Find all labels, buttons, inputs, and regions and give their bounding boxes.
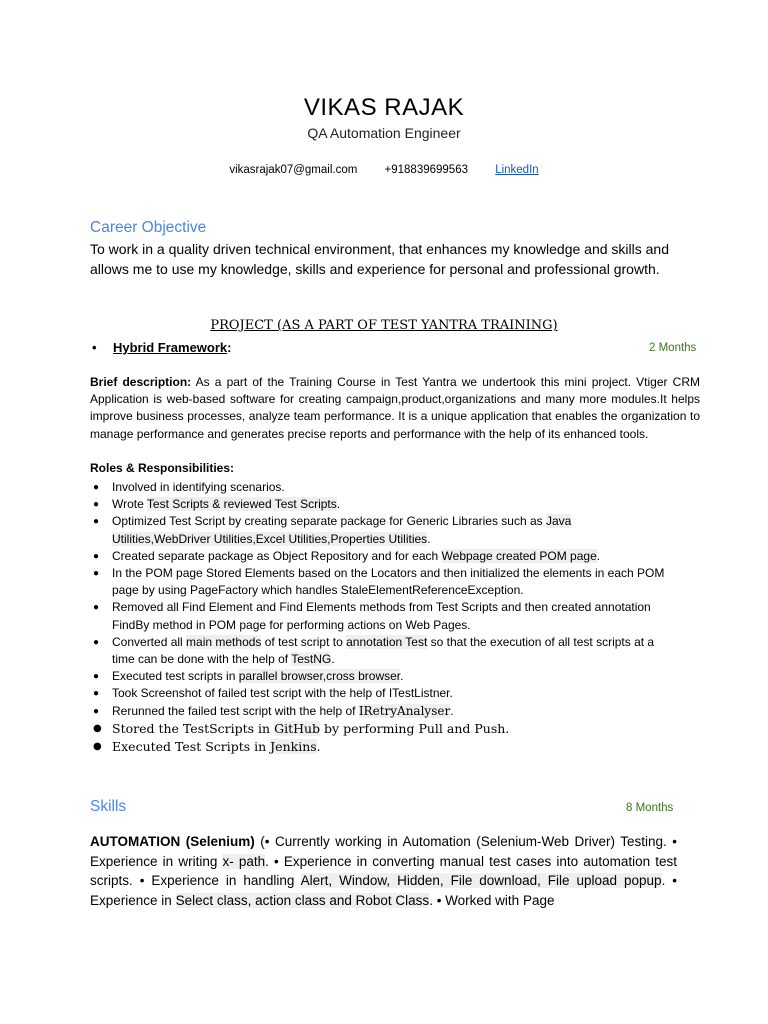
bullet-icon: ● <box>93 671 100 683</box>
bullet-icon: ● <box>93 705 100 717</box>
list-item: ● Wrote Test Scripts & reviewed Test Scripts. <box>112 496 672 513</box>
linkedin-link[interactable]: LinkedIn <box>495 164 539 176</box>
brief-text: As a part of the Training Course in Test Yantra we undertook this mini project. Vtiger CRM Application is web-based software for creating campaign,product,organizations and many more modules.It helps improve business processes, analyze team performance. It is a unique application that enables the organization to manage performance and generates precise reports and performance with the help of its enhanced tools. <box>90 375 700 441</box>
bullet-icon: ● <box>93 568 100 580</box>
bullet-icon: ● <box>93 550 100 562</box>
list-item: ● Rerunned the failed test script with the help of IRetryAnalyser. <box>112 703 672 720</box>
list-item: ● Executed test scripts in parallel browser,cross browser. <box>112 668 672 685</box>
bullet-icon: • <box>92 340 97 355</box>
project-name-label: Hybrid Framework <box>113 340 228 355</box>
career-objective-heading: Career Objective <box>90 219 207 236</box>
list-item: ● Executed Test Scripts in Jenkins. <box>93 738 321 754</box>
bullet-icon: ● <box>93 636 100 648</box>
email-text: vikasrajak07@gmail.com <box>229 164 358 176</box>
list-item: ● Optimized Test Script by creating separate package for Generic Libraries such as Java Utilities,WebDriver Utilities,Excel Utilities,Properties Utilities. <box>93 514 572 546</box>
automation-skills-text: AUTOMATION (Selenium) (• Currently working in Automation (Selenium-Web Driver) Testing. • Experience in writing x- path. • Experience in converting manual test cases into automation test scripts. • Experience in handling Alert, Window, Hidden, File download, File upload popup. • Experience in Select class, action class and Robot Class. • Worked with Page <box>90 834 677 908</box>
bullet-icon: ● <box>93 602 100 614</box>
bullet-icon: ● <box>93 482 100 493</box>
project-brief <box>90 374 700 443</box>
list-item: ● Created separate package as Object Repository and for each Webpage created POM page. <box>112 548 672 565</box>
list-item: ● In the POM page Stored Elements based on the Locators and then initialized the elements in each POM page by using PageFactory which handles StaleElementReferenceException. <box>93 566 665 598</box>
responsibilities-list <box>93 479 672 756</box>
brief-label: Brief description: <box>90 375 192 389</box>
candidate-name: VIKAS RAJAK <box>303 94 465 121</box>
list-item: ● Took Screenshot of failed test script with the help of ITestListner. <box>112 685 672 702</box>
list-item: ● Involved in identifying scenarios. <box>112 479 672 496</box>
bullet-icon: ● <box>93 722 102 734</box>
list-item: ● Converted all main methods of test script to annotation Test so that the execution of all test scripts at a time can be done with the help of TestNG. <box>93 634 655 667</box>
phone-text: +918839699563 <box>384 164 468 176</box>
automation-label: AUTOMATION (Selenium) <box>90 834 255 849</box>
project-name-colon: : <box>227 340 232 355</box>
project-duration: 2 Months <box>649 342 697 354</box>
bullet-icon: ● <box>93 688 100 700</box>
project-section-title: PROJECT (AS A PART OF TEST YANTRA TRAINING) <box>210 318 558 333</box>
career-objective-text: To work in a quality driven technical environment, that enhances my knowledge and skills and allows me to use my knowledge, skills and experience for personal and professional growth. <box>90 241 669 277</box>
bullet-icon: ● <box>93 499 100 511</box>
job-title: QA Automation Engineer <box>307 125 461 141</box>
bullet-icon: ● <box>93 516 100 528</box>
list-item: ● Stored the TestScripts in GitHub by performing Pull and Push. <box>93 720 510 736</box>
roles-heading: Roles & Responsibilities: <box>90 461 235 475</box>
project-name <box>92 340 232 355</box>
list-item: ● Removed all Find Element and Find Elements methods from Test Scripts and then created annotation FindBy method in POM page for performing actions on Web Pages. <box>93 600 651 632</box>
skills-duration: 8 Months <box>626 802 674 814</box>
skills-heading: Skills <box>90 798 127 815</box>
contact-line <box>0 164 768 176</box>
bullet-icon: ● <box>93 740 102 752</box>
